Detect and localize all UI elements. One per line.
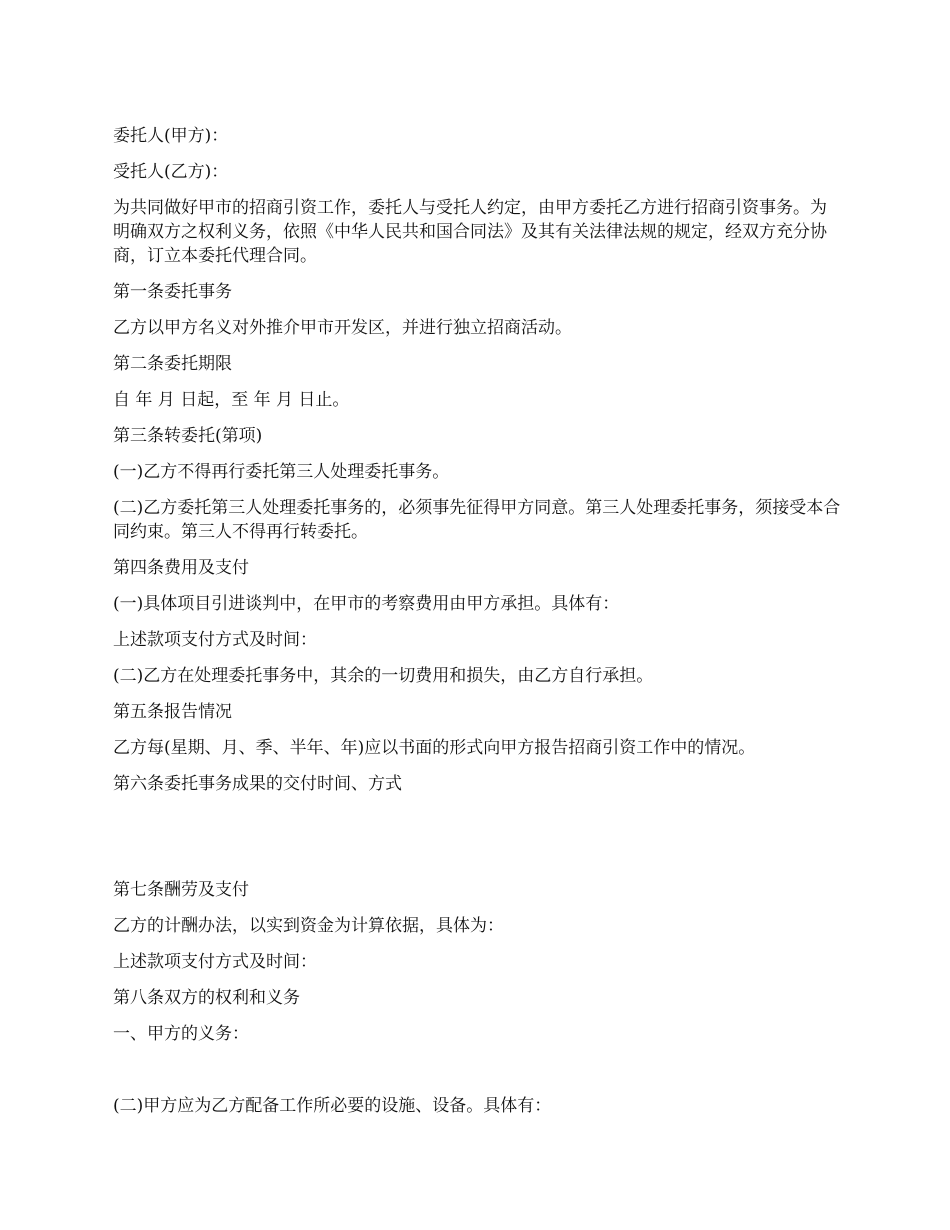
article-3-item-1: (一)乙方不得再行委托第三人处理委托事务。 xyxy=(113,462,450,482)
article-4-item-1: (一)具体项目引进谈判中，在甲市的考察费用由甲方承担。具体有： xyxy=(113,594,620,614)
article-4-title: 第四条费用及支付 xyxy=(113,558,249,578)
blank-space xyxy=(113,808,843,878)
article-2-text: 自 年 月 日起，至 年 月 日止。 xyxy=(113,390,350,410)
article-7-title: 第七条酬劳及支付 xyxy=(113,880,249,900)
article-8-item-2: (二)甲方应为乙方配备工作所必要的设施、设备。具体有： xyxy=(113,1096,552,1116)
article-1-title: 第一条委托事务 xyxy=(113,282,232,302)
article-8-title: 第八条双方的权利和义务 xyxy=(113,988,300,1008)
blank-space xyxy=(113,1058,843,1094)
article-3-title: 第三条转委托(第项) xyxy=(113,426,263,446)
article-4-item-2: (二)乙方在处理委托事务中，其余的一切费用和损失，由乙方自行承担。 xyxy=(113,666,654,686)
article-6-title: 第六条委托事务成果的交付时间、方式 xyxy=(113,774,402,794)
principal-line: 委托人(甲方)： xyxy=(113,126,229,146)
article-3-item-2: (二)乙方委托第三人处理委托事务的，必须事先征得甲方同意。第三人处理委托事务，须接受本合同约束。第三人不得再行转委托。 xyxy=(113,498,841,542)
preamble-paragraph: 为共同做好甲市的招商引资工作，委托人与受托人约定，由甲方委托乙方进行招商引资事务。为明确双方之权利义务，依照《中华人民共和国合同法》及其有关法律法规的规定，经双方充分协商，订立本委托代理合同。 xyxy=(113,198,827,266)
article-7-payment: 上述款项支付方式及时间： xyxy=(113,952,317,972)
article-7-text: 乙方的计酬办法，以实到资金为计算依据，具体为： xyxy=(113,916,504,936)
article-5-text: 乙方每(星期、月、季、半年、年)应以书面的形式向甲方报告招商引资工作中的情况。 xyxy=(113,738,756,758)
agent-line: 受托人(乙方)： xyxy=(113,162,229,182)
article-8-party-a-duties: 一、甲方的义务： xyxy=(113,1024,249,1044)
article-4-payment: 上述款项支付方式及时间： xyxy=(113,630,317,650)
article-1-text: 乙方以甲方名义对外推介甲市开发区，并进行独立招商活动。 xyxy=(113,318,572,338)
document-body xyxy=(113,124,843,1130)
article-5-title: 第五条报告情况 xyxy=(113,702,232,722)
article-2-title: 第二条委托期限 xyxy=(113,354,232,374)
